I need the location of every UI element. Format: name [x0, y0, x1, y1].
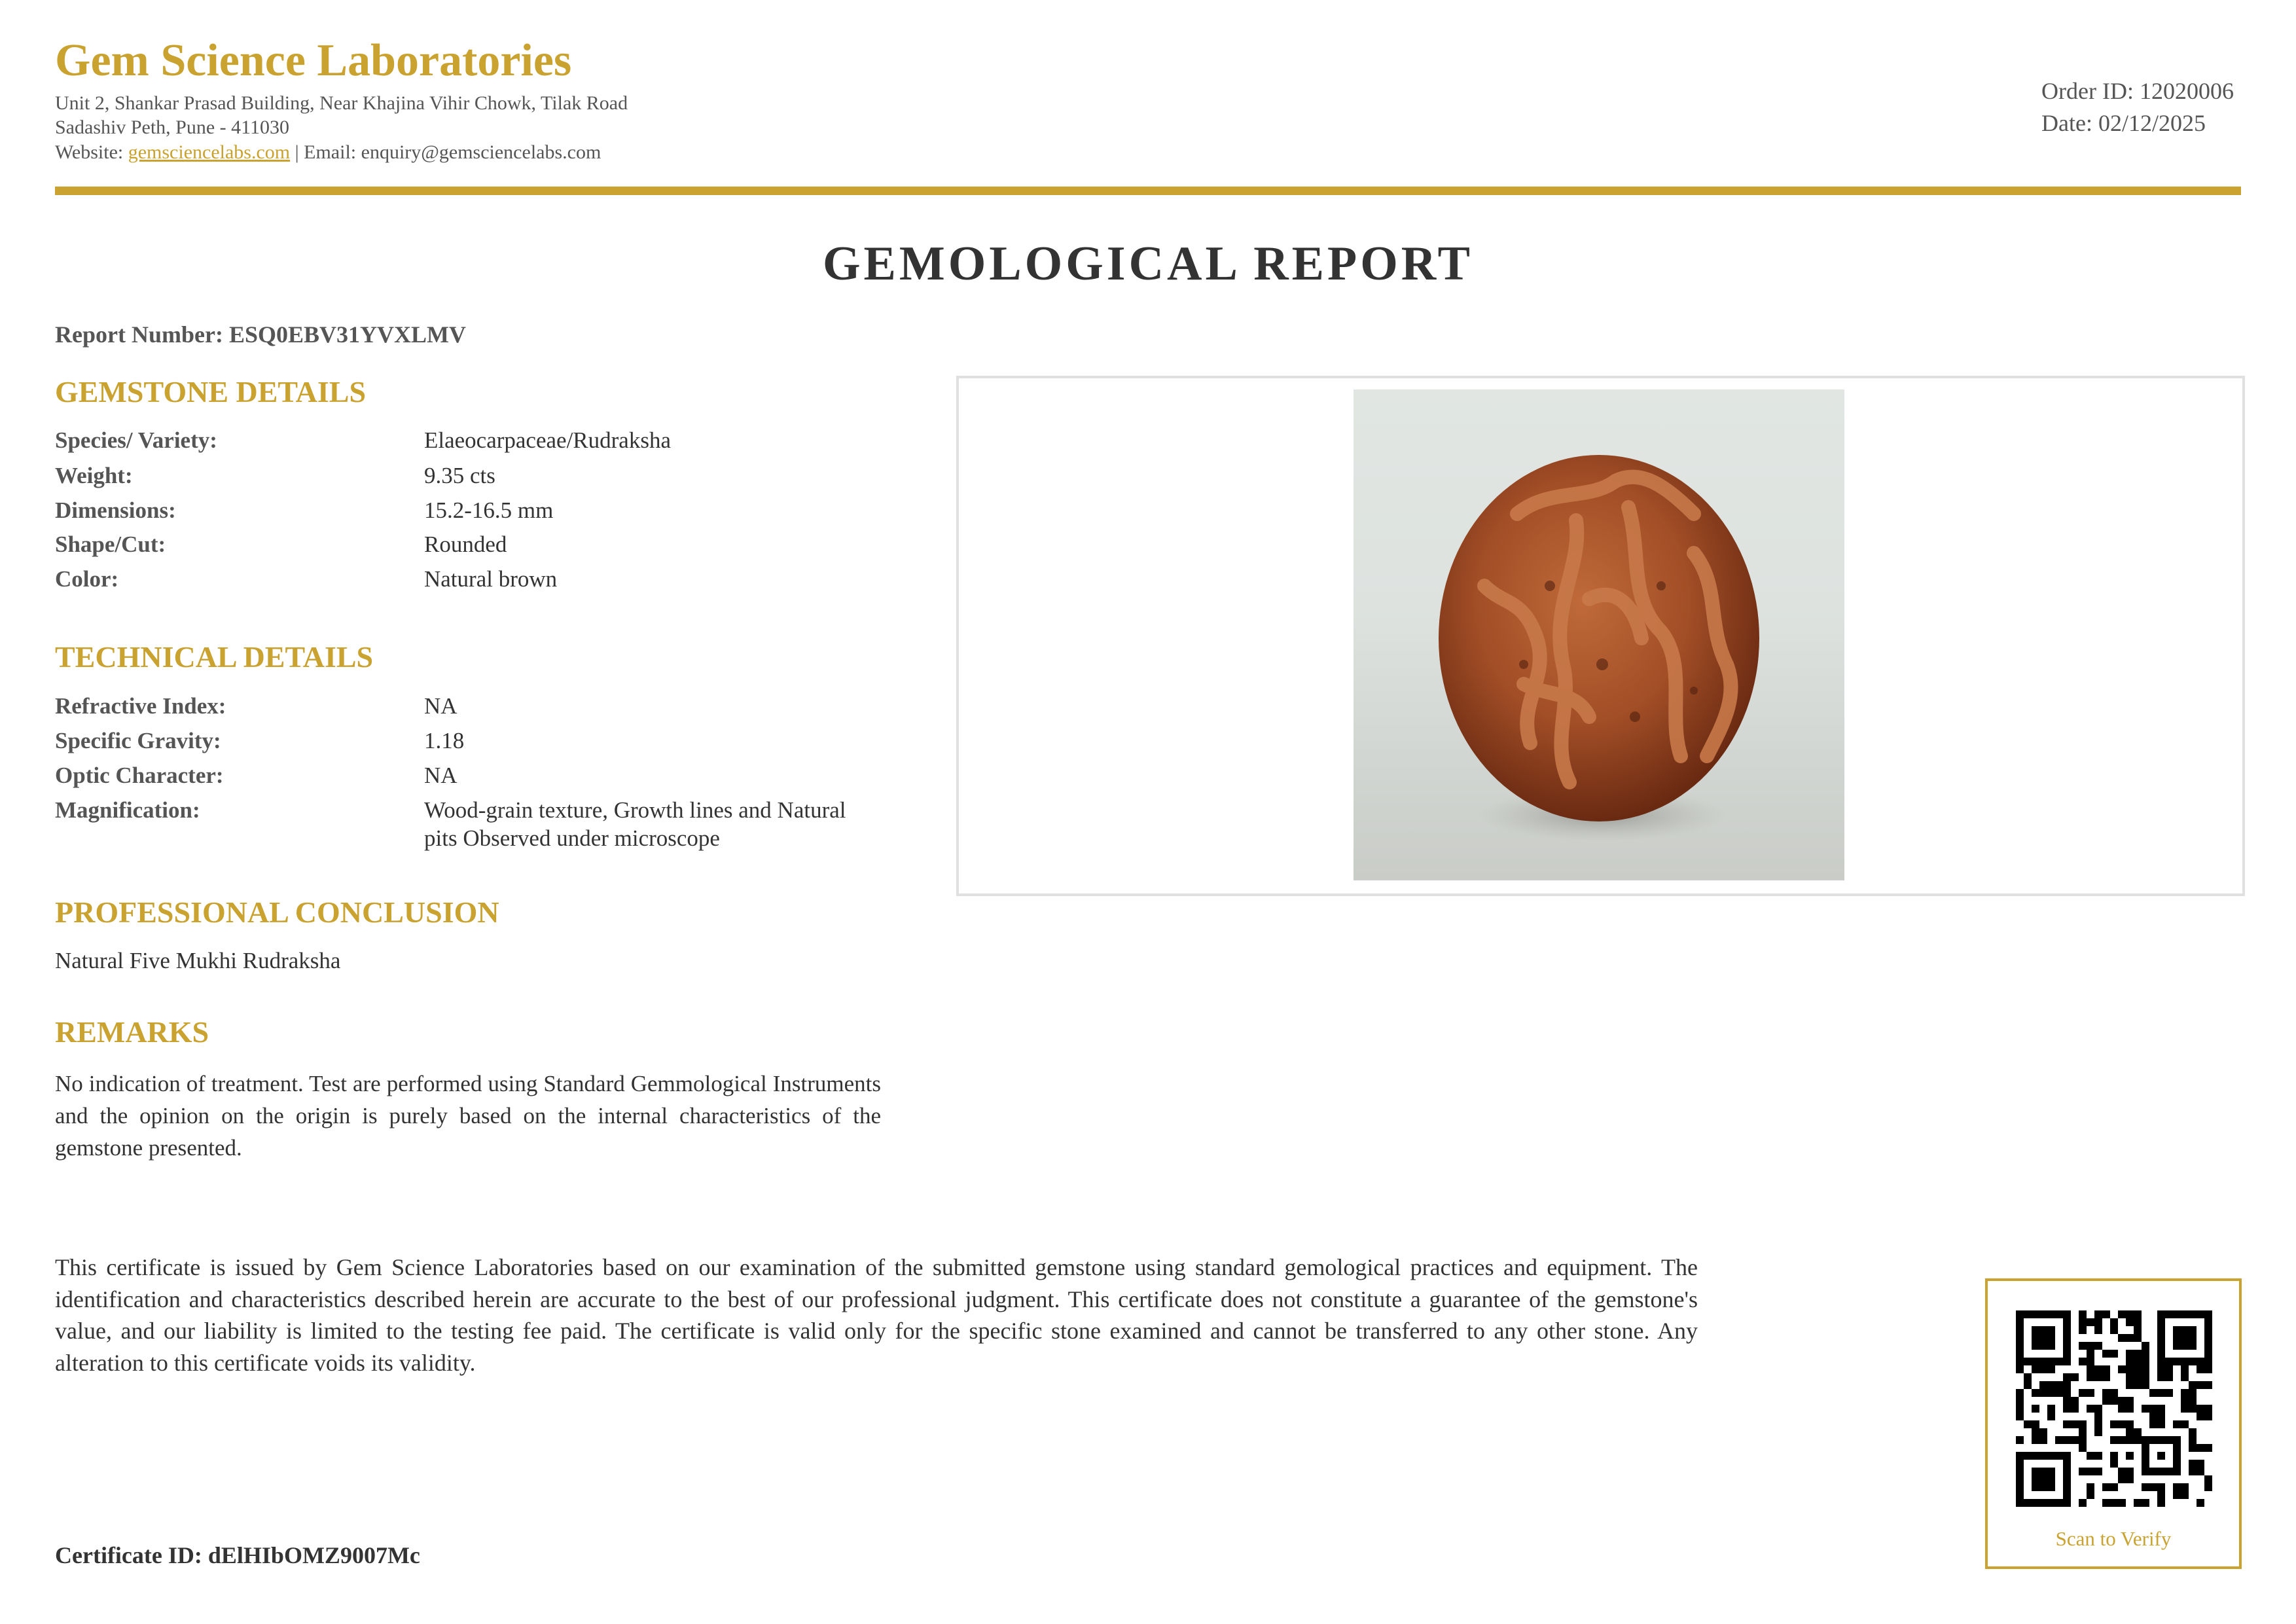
conclusion-text: Natural Five Mukhi Rudraksha [55, 948, 341, 973]
disclaimer-text: This certificate is issued by Gem Science Laboratories based on our examination of the submitted gemstone using standard gemological practices and equipment. The identification and characteristics described herein are accurate to the best of our professional judgment. This certificate does not constitute a guarantee of the gemstone's value, and our liability is limited to the testing fee paid. The certificate is valid only for the specific stone examined and cannot be transferred to any other stone. Any alteration to this certificate voids its validity. [55, 1254, 1698, 1376]
specific-gravity-label: Specific Gravity: [55, 728, 221, 753]
qr-verify-box[interactable] [1985, 1278, 2242, 1569]
report-number: Report Number: ESQ0EBV31YVXLMV [55, 321, 466, 348]
dimensions-label: Dimensions: [55, 497, 176, 523]
weight-value: 9.35 cts [424, 463, 495, 488]
dimensions-value: 15.2-16.5 mm [424, 497, 554, 523]
species-value: Elaeocarpaceae/Rudraksha [424, 427, 671, 453]
contact-line [55, 143, 601, 162]
report-date: Date: 02/12/2025 [2041, 110, 2206, 136]
refractive-index-value: NA [424, 693, 457, 719]
specific-gravity-value: 1.18 [424, 728, 465, 753]
scan-to-verify-caption: Scan to Verify [2055, 1527, 2172, 1550]
weight-label: Weight: [55, 463, 133, 488]
magnification-value: Wood-grain texture, Growth lines and Natural [424, 797, 846, 823]
technical-details-heading: TECHNICAL DETAILS [55, 640, 374, 674]
page-title: GEMOLOGICAL REPORT [822, 237, 1473, 291]
remarks-text: No indication of treatment. Test are performed using Standard Gemmological Instruments and the opinion on the origin is purely based on the internal characteristics of the gemstone presented. [55, 1071, 881, 1161]
address-line-2: Sadashiv Peth, Pune - 411030 [55, 117, 290, 138]
conclusion-heading: PROFESSIONAL CONCLUSION [55, 895, 499, 929]
gemstone-details-heading: GEMSTONE DETAILS [55, 375, 367, 408]
lab-name: Gem Science Laboratories [55, 35, 572, 86]
gemstone-photo [1354, 389, 1844, 880]
qr-code-icon[interactable] [2016, 1310, 2212, 1507]
shape-label: Shape/Cut: [55, 532, 166, 557]
rudraksha-bead-image [1354, 389, 1844, 880]
email-text: | Email: enquiry@gemsciencelabs.com [290, 141, 601, 163]
magnification-label: Magnification: [55, 797, 200, 823]
optic-character-label: Optic Character: [55, 763, 224, 788]
header-divider [55, 187, 2241, 195]
magnification-value-line2: pits Observed under microscope [424, 825, 720, 851]
shape-value: Rounded [424, 532, 507, 557]
color-label: Color: [55, 566, 119, 592]
website-label: Website: [55, 141, 128, 163]
refractive-index-label: Refractive Index: [55, 693, 226, 719]
certificate-id: Certificate ID: dElHIbOMZ9007Mc [55, 1542, 420, 1568]
remarks-heading: REMARKS [55, 1015, 209, 1049]
optic-character-value: NA [424, 763, 457, 788]
order-id: Order ID: 12020006 [2041, 78, 2234, 104]
gemstone-image-frame [956, 376, 2245, 896]
website-link[interactable]: gemsciencelabs.com [128, 141, 291, 163]
address-line-1: Unit 2, Shankar Prasad Building, Near Khajina Vihir Chowk, Tilak Road [55, 92, 628, 114]
color-value: Natural brown [424, 566, 558, 592]
species-label: Species/ Variety: [55, 427, 217, 453]
